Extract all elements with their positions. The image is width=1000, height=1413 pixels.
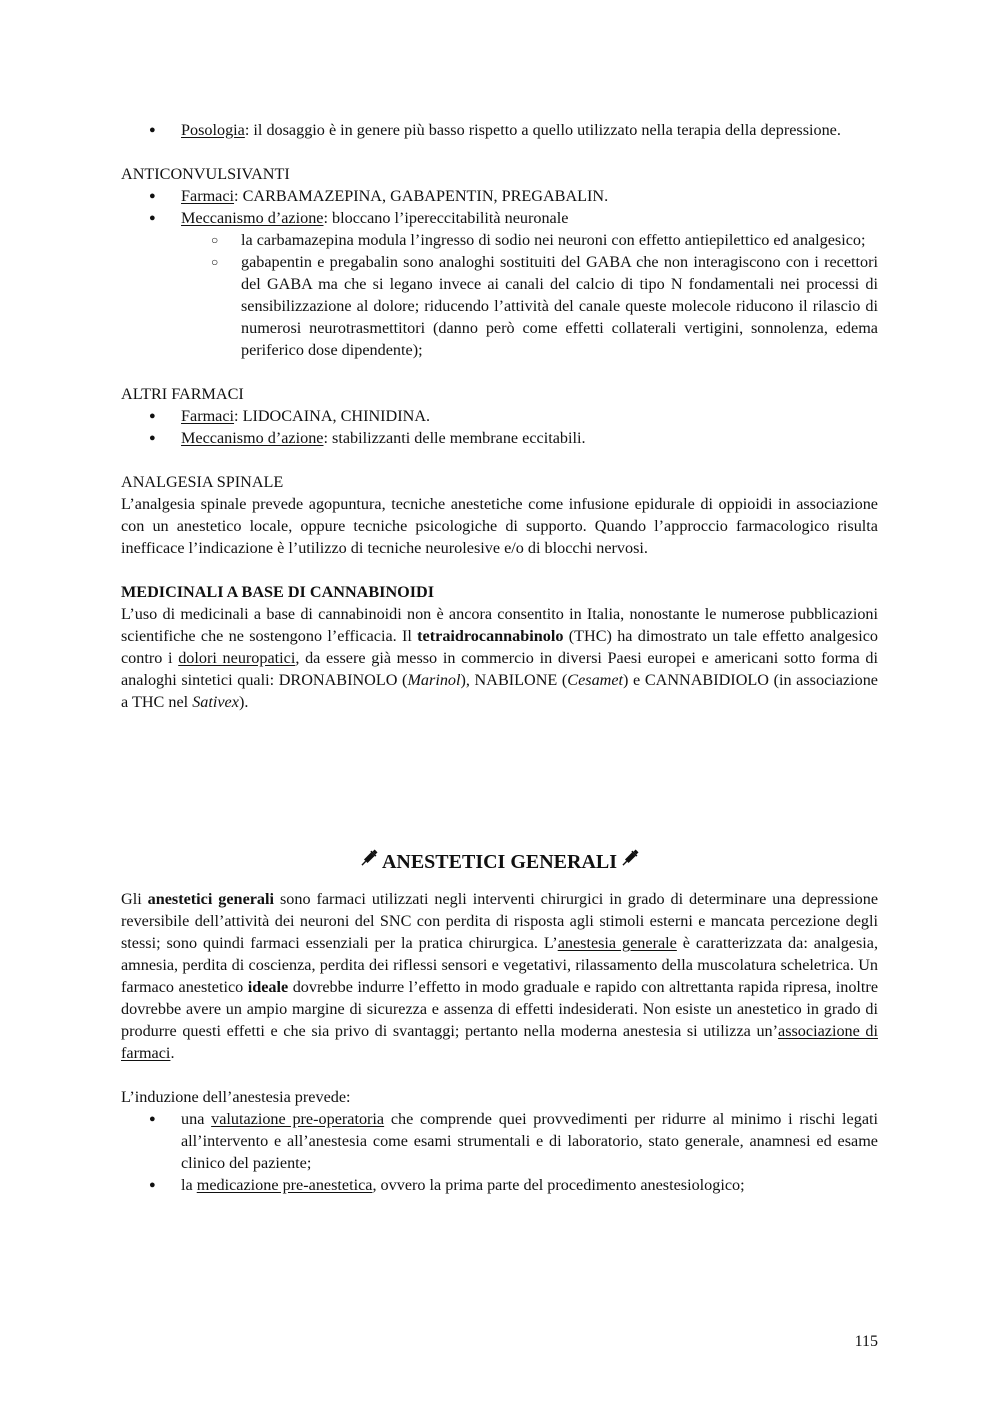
text-run: sono farmaci utilizzati negli interventi chirurgici in grado di determinare una depressione reversibile dell’attività dei neuroni del SNC con perdita di risposta agli stimoli esterni e mancata percezione degli stessi; sono quindi farmaci essenziali per la pratica chirurgica. L’ — [121, 890, 879, 952]
anestetici-paragraph — [121, 888, 878, 1064]
list-item — [121, 185, 878, 207]
text-run: . — [170, 1044, 175, 1062]
dolori-neuropatici-link[interactable]: dolori neuropatici — [178, 649, 296, 667]
text-run: dovrebbe indurre l’effetto in modo graduale e rapido con altrettanta rapida ripresa, inoltre dovrebbe avere un ampio margine di sicurezza e assenza di effetti indesiderati. Non esiste un anestetico in grado di produrre questi effetti e che sia privo di svantaggi; pertanto nella moderna anestesia si utilizza un’ — [121, 978, 878, 1040]
text-run: la — [181, 1176, 197, 1194]
meccanismo-sublist — [181, 229, 878, 361]
list-item — [121, 119, 878, 141]
sublist-item: ○ gabapentin e pregabalin sono analoghi sostituiti del GABA che non interagiscono con i recettori del GABA ma che si legano invece ai canali del calcio di tipo N fondamentali nei processi di sensibilizzazione al dolore; riducendo l’attività del canale queste molecole riducono il rilascio di numerosi neurotrasmettitori (danno però come effetti collaterali vertigini, sonnolenza, edema periferico dose dipendente); — [181, 251, 878, 361]
medicazione-link[interactable]: medicazione pre-anestetica — [196, 1176, 373, 1194]
section-title-altri-farmaci: ALTRI FARMACI — [121, 385, 244, 403]
meccanismo-label: Meccanismo d’azione — [181, 209, 324, 227]
associazione-farmaci-link[interactable]: associazione di farmaci — [121, 1022, 878, 1062]
text-run: è caratterizzata da: analgesia, amnesia, perdita di coscienza, perdita dei riflessi sensori e vegetativi, rilassamento della muscolatura scheletrica. Un farmaco anestetico — [121, 934, 879, 996]
text-run: ), NABILONE ( — [460, 671, 568, 689]
farmaci-text: : CARBAMAZEPINA, GABAPENTIN, PREGABALIN. — [234, 187, 609, 205]
posologia-text: : il dosaggio è in genere più basso rispetto a quello utilizzato nella terapia della depressione. — [244, 121, 841, 139]
anestetici-generali-term: anestetici generali — [147, 890, 275, 908]
farmaci-label: Farmaci — [181, 187, 235, 205]
meccanismo-text: : bloccano l’ipereccitabilità neuronale — [323, 209, 569, 227]
induzione-list — [121, 1108, 878, 1196]
meccanismo-text: : stabilizzanti delle membrane eccitabili. — [323, 429, 586, 447]
text-run: , da essere già messo in commercio in diversi Paesi europei e americani sotto forma di analoghi sintetici quali: DRONABINOLO ( — [121, 649, 879, 689]
sublist-item: ○ la carbamazepina modula l’ingresso di sodio nei neuroni con effetto antiepilettico ed analgesico; — [181, 229, 878, 251]
posologia-label: Posologia — [181, 121, 245, 139]
page-number: 115 — [854, 1333, 878, 1350]
induzione-intro: L’induzione dell’anestesia prevede: — [121, 1088, 351, 1106]
syringe-icon — [619, 847, 641, 876]
text-run: che comprende quei provvedimenti per ridurre al minimo i rischi legati all’intervento e all’anestesia come esami strumentali e di laboratorio, stato generale, anamnesi ed esame clinico del paziente; — [181, 1110, 879, 1172]
cannabinoidi-paragraph — [121, 603, 878, 713]
list-item — [121, 427, 878, 449]
text-run: , ovvero la prima parte del procedimento anestesiologico; — [372, 1176, 745, 1194]
text-run: ). — [238, 693, 249, 711]
syringe-icon — [358, 847, 380, 876]
anticonvulsivanti-list — [121, 185, 878, 361]
farmaci-label: Farmaci — [181, 407, 235, 425]
list-item — [121, 1174, 878, 1196]
section-title-analgesia-spinale: ANALGESIA SPINALE — [121, 473, 284, 491]
farmaci-text: : LIDOCAINA, CHINIDINA. — [234, 407, 431, 425]
posologia-list — [121, 119, 878, 141]
section-title-cannabinoidi: MEDICINALI A BASE DI CANNABINOIDI — [121, 583, 435, 601]
chapter-title-text: ANESTETICI GENERALI — [381, 850, 618, 873]
list-item — [121, 1108, 878, 1174]
list-item — [121, 207, 878, 361]
brand-cesamet: Cesamet — [567, 671, 624, 689]
list-item — [121, 405, 878, 427]
section-title-anticonvulsivanti: ANTICONVULSIVANTI — [121, 165, 290, 183]
valutazione-link[interactable]: valutazione pre-operatoria — [211, 1110, 385, 1128]
brand-sativex: Sativex — [192, 693, 239, 711]
thc-term: tetraidrocannabinolo — [417, 627, 564, 645]
text-run: Gli — [121, 890, 148, 908]
chapter-title — [121, 847, 878, 876]
altri-farmaci-list — [121, 405, 878, 449]
analgesia-spinale-paragraph: L’analgesia spinale prevede agopuntura, tecniche anestetiche come infusione epidurale di oppioidi in associazione con un anestetico locale, oppure tecniche psicologiche di supporto. Quando l’approccio farmacologico risulta inefficace l’indicazione è l’utilizzo di tecniche neurolesive e/o di blocchi nervosi. — [121, 495, 878, 557]
meccanismo-label: Meccanismo d’azione — [181, 429, 324, 447]
text-run: L’uso di medicinali a base di cannabinoidi non è ancora consentito in Italia, nonostante le numerose pubblicazioni scientifiche che ne sostengono l’efficacia. Il — [121, 605, 878, 645]
brand-marinol: Marinol — [407, 671, 461, 689]
text-run: ) e CANNABIDIOLO (in associazione a THC nel — [121, 671, 878, 711]
ideale-term: ideale — [247, 978, 289, 996]
text-run: (THC) ha dimostrato un tale effetto analgesico contro i — [121, 627, 878, 667]
text-run: una — [181, 1110, 212, 1128]
document-page — [121, 119, 878, 1196]
anestesia-generale-link[interactable]: anestesia generale — [557, 934, 677, 952]
